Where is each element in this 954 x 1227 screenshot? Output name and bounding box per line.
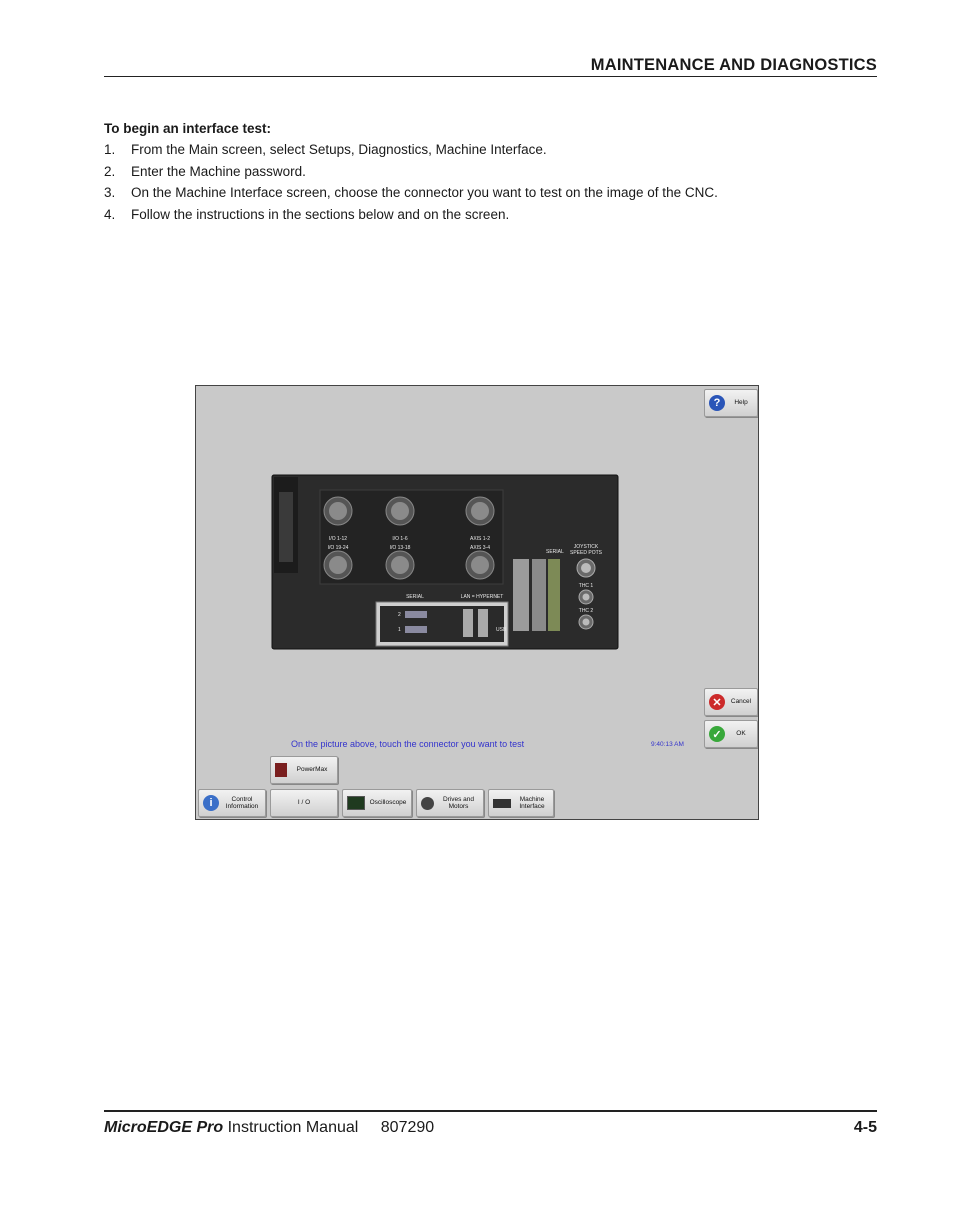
connector-serial-2[interactable] xyxy=(405,611,427,618)
expansion-slot xyxy=(513,559,529,631)
connector-axis-3-4[interactable] xyxy=(466,551,494,579)
connector-lan[interactable] xyxy=(463,609,473,637)
label-port-2: 2 xyxy=(398,612,401,618)
connector-io-1-6[interactable] xyxy=(386,497,414,525)
manual-number: 807290 xyxy=(380,1119,435,1136)
section-title: MAINTENANCE AND DIAGNOSTICS xyxy=(590,56,877,74)
connector-axis-1-2[interactable] xyxy=(466,497,494,525)
footer-rule xyxy=(104,1110,877,1112)
label-speed-pots: SPEED POTS xyxy=(570,550,602,556)
footer-title xyxy=(104,1119,434,1137)
page-header xyxy=(104,56,877,77)
powermax-icon xyxy=(275,763,287,777)
label-io-19-24: I/O 19-24 xyxy=(327,545,349,551)
page-number: 4-5 xyxy=(853,1119,877,1136)
label-usb: USB xyxy=(496,627,507,633)
label-thc2: THC 2 xyxy=(578,608,594,614)
label-io-1-6: I/O 1-6 xyxy=(392,536,408,542)
connector-thc2[interactable] xyxy=(579,615,593,629)
expansion-slot xyxy=(532,559,546,631)
label-serial-bottom: SERIAL xyxy=(406,594,424,600)
label-port-1: 1 xyxy=(398,627,401,633)
machine-interface-screenshot xyxy=(195,385,759,820)
connector-io-19-24[interactable] xyxy=(324,551,352,579)
label-lan-hypernet: LAN = HYPERNET xyxy=(460,594,504,600)
motor-icon xyxy=(421,797,434,810)
help-button[interactable]: ? Help xyxy=(704,389,758,417)
procedure-steps xyxy=(104,142,718,228)
connector-thc1[interactable] xyxy=(579,590,593,604)
manual-label: Instruction Manual xyxy=(227,1119,359,1136)
cancel-icon: ✕ xyxy=(709,694,725,710)
tab-oscilloscope[interactable]: Oscilloscope xyxy=(342,789,412,817)
connector-lan[interactable] xyxy=(478,609,488,637)
help-icon: ? xyxy=(709,395,725,411)
cnc-rear-panel xyxy=(270,472,620,652)
clock: 9:40:13 AM xyxy=(651,741,684,748)
cancel-button[interactable]: ✕ Cancel xyxy=(704,688,758,716)
powermax-button[interactable]: PowerMax xyxy=(270,756,338,784)
expansion-slot xyxy=(548,559,560,631)
checkmark-icon: ✓ xyxy=(709,726,725,742)
label-thc1: THC 1 xyxy=(578,583,594,589)
label-serial-top: SERIAL xyxy=(546,549,564,555)
step-4: 4. Follow the instructions in the sections below and on the screen. xyxy=(104,206,510,222)
product-name: MicroEDGE Pro xyxy=(104,1119,224,1136)
connector-io-1-12[interactable] xyxy=(324,497,352,525)
connector-io-13-18[interactable] xyxy=(386,551,414,579)
tab-drives-and-motors[interactable]: Drives and Motors xyxy=(416,789,484,817)
oscilloscope-icon xyxy=(347,796,365,810)
step-2: 2. Enter the Machine password. xyxy=(104,163,306,179)
label-joystick: JOYSTICK xyxy=(573,544,599,550)
connector-serial-1[interactable] xyxy=(405,626,427,633)
step-1: 1. From the Main screen, select Setups, Diagnostics, Machine Interface. xyxy=(104,142,547,157)
step-3: 3. On the Machine Interface screen, choose the connector you want to test on the image of the CNC. xyxy=(104,185,718,200)
tab-io[interactable]: I / O xyxy=(270,789,338,817)
label-axis-3-4: AXIS 3-4 xyxy=(469,545,491,551)
instruction-message: On the picture above, touch the connector you want to test xyxy=(291,739,525,749)
procedure-heading: To begin an interface test: xyxy=(104,121,272,136)
label-axis-1-2: AXIS 1-2 xyxy=(469,536,491,542)
connector-joystick[interactable] xyxy=(577,559,595,577)
label-io-13-18: I/O 13-18 xyxy=(389,545,411,551)
tab-control-information[interactable]: i Control Information xyxy=(198,789,266,817)
label-io-1-12: I/O 1-12 xyxy=(328,536,348,542)
info-icon: i xyxy=(203,795,219,811)
machine-interface-icon xyxy=(493,799,511,808)
ok-button[interactable]: ✓ OK xyxy=(704,720,758,748)
tab-machine-interface[interactable]: Machine Interface xyxy=(488,789,554,817)
